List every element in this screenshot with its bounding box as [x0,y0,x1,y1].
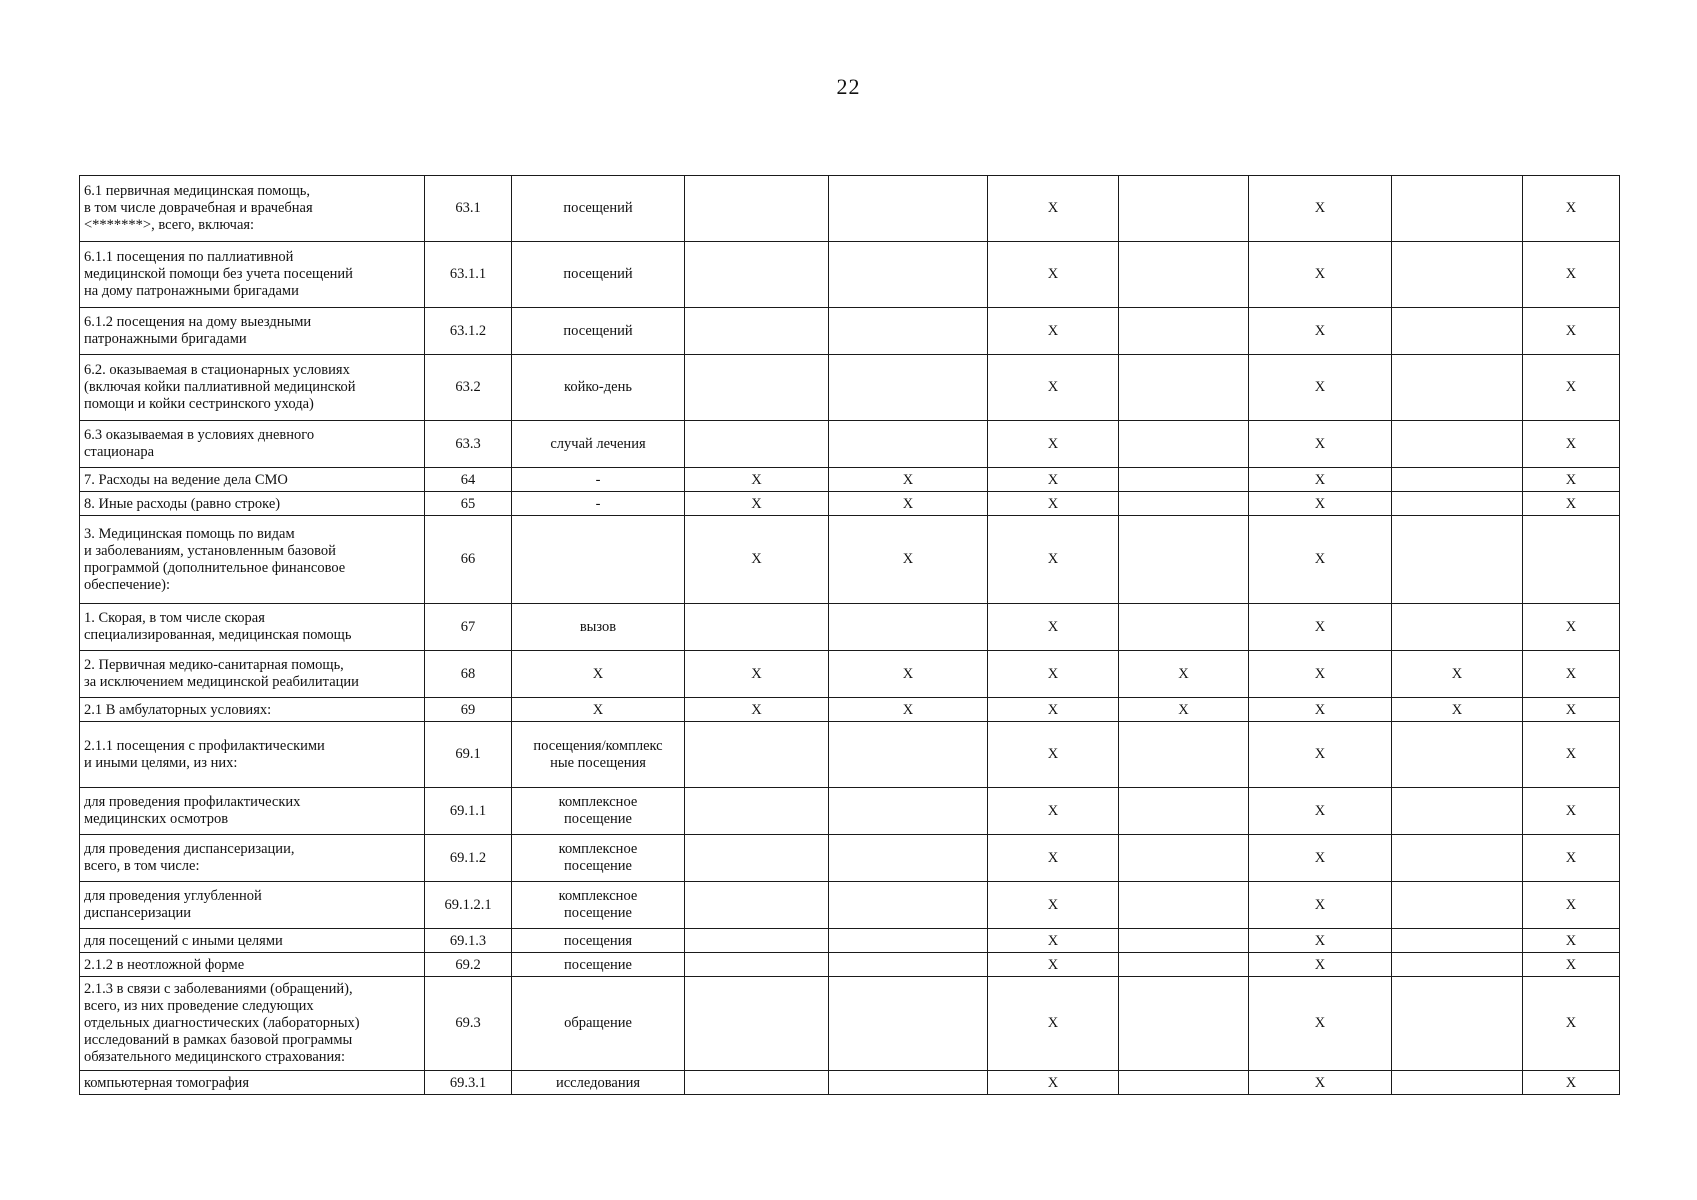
value-cell: X [1523,176,1620,242]
value-cell: X [1523,355,1620,421]
table-row [80,953,1620,977]
value-cell [685,953,829,977]
row-unit-cell: X [512,698,685,722]
value-cell: X [829,492,988,516]
value-cell: X [1249,882,1392,929]
row-code-cell: 65 [425,492,512,516]
page-number: 22 [836,74,861,99]
value-cell [685,355,829,421]
value-cell: X [1249,516,1392,604]
value-cell [829,953,988,977]
value-cell: X [988,355,1119,421]
row-code-cell: 63.3 [425,421,512,468]
value-cell: X [685,492,829,516]
table-row [80,421,1620,468]
row-code-cell: 69.1.1 [425,788,512,835]
value-cell: X [1249,651,1392,698]
value-cell [829,242,988,308]
value-cell [1119,788,1249,835]
row-unit-cell: посещения [512,929,685,953]
value-cell [1392,835,1523,882]
value-cell: X [988,176,1119,242]
value-cell: X [1523,835,1620,882]
value-cell [829,421,988,468]
row-name-cell: 3. Медицинская помощь по видам и заболеваниям, установленным базовой программой (дополнительное финансовое обеспечение): [80,516,425,604]
row-name-cell: 6.1.2 посещения на дому выездными патронажными бригадами [80,308,425,355]
row-unit-cell: исследования [512,1071,685,1095]
value-cell: X [1249,308,1392,355]
value-cell: X [1249,468,1392,492]
value-cell [685,929,829,953]
value-cell [1119,604,1249,651]
value-cell [1119,355,1249,421]
value-cell [1392,516,1523,604]
value-cell [1119,835,1249,882]
value-cell [829,355,988,421]
value-cell [829,308,988,355]
value-cell [829,882,988,929]
row-code-cell: 69.1 [425,722,512,788]
row-name-cell: 2.1.3 в связи с заболеваниями (обращений), всего, из них проведение следующих отдельных диагностических (лабораторных) исследований в рамках базовой программы обязательного медицинского страхования: [80,977,425,1071]
value-cell [1119,421,1249,468]
value-cell: X [1523,492,1620,516]
row-unit-cell: - [512,468,685,492]
value-cell: X [988,835,1119,882]
value-cell [1523,516,1620,604]
value-cell: X [988,651,1119,698]
value-cell: X [1249,953,1392,977]
value-cell: X [1523,242,1620,308]
value-cell: X [1523,698,1620,722]
value-cell [685,242,829,308]
value-cell: X [988,242,1119,308]
row-unit-cell: комплексное посещение [512,882,685,929]
row-code-cell: 69.1.2 [425,835,512,882]
table-row [80,1071,1620,1095]
value-cell [829,929,988,953]
row-name-cell: 2.1.1 посещения с профилактическими и иными целями, из них: [80,722,425,788]
row-code-cell: 63.1.2 [425,308,512,355]
value-cell: X [988,516,1119,604]
value-cell: X [1249,788,1392,835]
row-name-cell: для посещений с иными целями [80,929,425,953]
value-cell [1119,468,1249,492]
table-row [80,468,1620,492]
value-cell: X [988,977,1119,1071]
value-cell [1119,308,1249,355]
row-name-cell: 6.1.1 посещения по паллиативной медицинской помощи без учета посещений на дому патронажными бригадами [80,242,425,308]
value-cell [829,1071,988,1095]
table-row [80,788,1620,835]
value-cell [1392,308,1523,355]
value-cell: X [829,516,988,604]
value-cell: X [1392,651,1523,698]
value-cell: X [685,698,829,722]
value-cell [829,176,988,242]
value-cell [1119,242,1249,308]
table-row [80,242,1620,308]
row-unit-cell: посещения/комплекс ные посещения [512,722,685,788]
value-cell [829,604,988,651]
value-cell [1119,882,1249,929]
value-cell: X [1249,977,1392,1071]
value-cell: X [988,882,1119,929]
value-cell: X [1523,308,1620,355]
row-name-cell: 2. Первичная медико-санитарная помощь, за исключением медицинской реабилитации [80,651,425,698]
value-cell [1119,977,1249,1071]
value-cell: X [988,929,1119,953]
value-cell [1392,722,1523,788]
value-cell [685,176,829,242]
value-cell [685,788,829,835]
value-cell: X [1523,722,1620,788]
row-unit-cell: случай лечения [512,421,685,468]
row-unit-cell: койко-день [512,355,685,421]
value-cell: X [1523,651,1620,698]
row-unit-cell: комплексное посещение [512,835,685,882]
value-cell: X [988,468,1119,492]
value-cell [685,722,829,788]
value-cell [685,1071,829,1095]
value-cell: X [685,468,829,492]
value-cell: X [988,604,1119,651]
row-unit-cell: комплексное посещение [512,788,685,835]
value-cell: X [829,468,988,492]
row-unit-cell: вызов [512,604,685,651]
value-cell: X [1119,651,1249,698]
value-cell [1392,604,1523,651]
value-cell [829,722,988,788]
row-unit-cell [512,516,685,604]
table-row [80,355,1620,421]
value-cell: X [1249,421,1392,468]
row-name-cell: 6.3 оказываемая в условиях дневного стационара [80,421,425,468]
row-unit-cell: X [512,651,685,698]
table-row [80,176,1620,242]
table-row [80,882,1620,929]
value-cell: X [1249,492,1392,516]
row-code-cell: 69.3.1 [425,1071,512,1095]
row-name-cell: 2.1.2 в неотложной форме [80,953,425,977]
value-cell [1392,977,1523,1071]
row-unit-cell: посещений [512,242,685,308]
row-unit-cell: - [512,492,685,516]
table-row [80,722,1620,788]
value-cell [1392,355,1523,421]
row-name-cell: компьютерная томография [80,1071,425,1095]
value-cell: X [988,953,1119,977]
value-cell: X [1119,698,1249,722]
table-row [80,929,1620,953]
value-cell: X [988,788,1119,835]
row-code-cell: 63.2 [425,355,512,421]
row-code-cell: 64 [425,468,512,492]
value-cell: X [988,308,1119,355]
table-row [80,516,1620,604]
table-row [80,492,1620,516]
value-cell: X [1523,604,1620,651]
value-cell: X [1523,953,1620,977]
row-code-cell: 63.1 [425,176,512,242]
value-cell [685,977,829,1071]
value-cell [1392,882,1523,929]
value-cell [1119,516,1249,604]
table-row [80,308,1620,355]
value-cell: X [988,1071,1119,1095]
value-cell [1119,722,1249,788]
row-name-cell: для проведения углубленной диспансеризации [80,882,425,929]
value-cell [1392,788,1523,835]
value-cell [1392,929,1523,953]
value-cell: X [1249,242,1392,308]
value-cell [1392,242,1523,308]
value-cell: X [988,698,1119,722]
value-cell: X [1523,421,1620,468]
row-name-cell: 1. Скорая, в том числе скорая специализированная, медицинская помощь [80,604,425,651]
row-code-cell: 69.2 [425,953,512,977]
row-code-cell: 69 [425,698,512,722]
table-row [80,977,1620,1071]
value-cell [1392,1071,1523,1095]
row-code-cell: 69.3 [425,977,512,1071]
value-cell [1392,176,1523,242]
row-name-cell: 8. Иные расходы (равно строке) [80,492,425,516]
value-cell [1392,468,1523,492]
value-cell: X [1523,468,1620,492]
row-code-cell: 66 [425,516,512,604]
row-code-cell: 69.1.2.1 [425,882,512,929]
value-cell [1392,492,1523,516]
row-unit-cell: посещение [512,953,685,977]
value-cell [829,788,988,835]
value-cell: X [829,651,988,698]
value-cell: X [1249,176,1392,242]
row-name-cell: 7. Расходы на ведение дела СМО [80,468,425,492]
value-cell [1119,1071,1249,1095]
table-row [80,698,1620,722]
value-cell [1119,929,1249,953]
row-unit-cell: посещений [512,176,685,242]
value-cell [1119,176,1249,242]
value-cell [1119,492,1249,516]
row-unit-cell: посещений [512,308,685,355]
value-cell [685,308,829,355]
value-cell [685,835,829,882]
value-cell: X [1249,929,1392,953]
table-body [80,176,1620,1095]
value-cell: X [988,492,1119,516]
value-cell: X [829,698,988,722]
data-table [79,175,1620,1095]
row-name-cell: 6.2. оказываемая в стационарных условиях (включая койки паллиативной медицинской помощи и койки сестринского ухода) [80,355,425,421]
table-row [80,651,1620,698]
row-name-cell: для проведения диспансеризации, всего, в том числе: [80,835,425,882]
value-cell [829,977,988,1071]
value-cell [829,835,988,882]
value-cell: X [685,516,829,604]
value-cell [685,882,829,929]
value-cell: X [1249,722,1392,788]
value-cell [685,604,829,651]
value-cell: X [1523,882,1620,929]
value-cell: X [685,651,829,698]
value-cell: X [1249,604,1392,651]
value-cell: X [1523,977,1620,1071]
value-cell: X [1249,835,1392,882]
row-code-cell: 63.1.1 [425,242,512,308]
value-cell [1392,953,1523,977]
value-cell: X [1249,1071,1392,1095]
row-unit-cell: обращение [512,977,685,1071]
row-name-cell: 2.1 В амбулаторных условиях: [80,698,425,722]
value-cell: X [1523,929,1620,953]
value-cell: X [1392,698,1523,722]
row-name-cell: для проведения профилактических медицинских осмотров [80,788,425,835]
row-code-cell: 69.1.3 [425,929,512,953]
value-cell [1119,953,1249,977]
row-code-cell: 67 [425,604,512,651]
value-cell: X [1523,788,1620,835]
value-cell [1392,421,1523,468]
row-name-cell: 6.1 первичная медицинская помощь, в том числе доврачебная и врачебная <*******>, всего, включая: [80,176,425,242]
row-code-cell: 68 [425,651,512,698]
table-row [80,835,1620,882]
value-cell: X [988,421,1119,468]
table-row [80,604,1620,651]
value-cell [685,421,829,468]
value-cell: X [1249,698,1392,722]
value-cell: X [1523,1071,1620,1095]
value-cell: X [988,722,1119,788]
value-cell: X [1249,355,1392,421]
